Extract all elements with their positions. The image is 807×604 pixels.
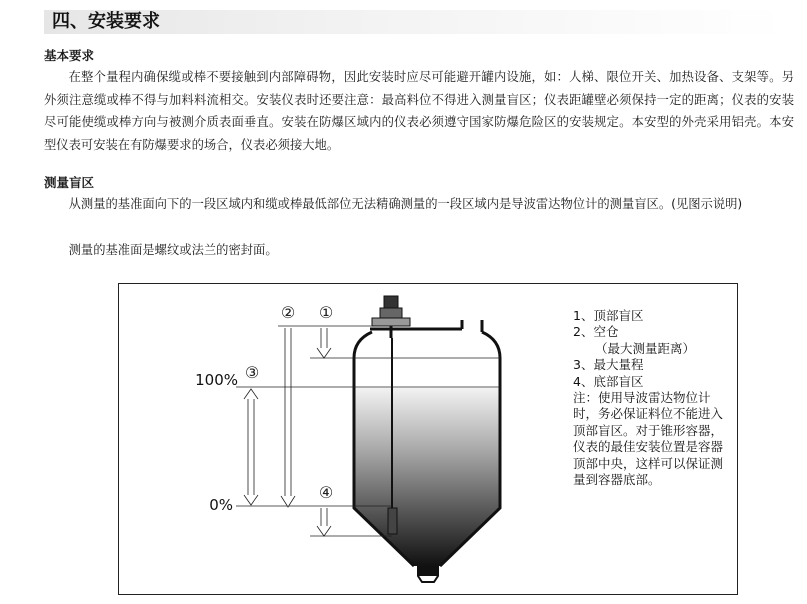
dim2-arrow (281, 496, 295, 507)
dim3-arrow-down (244, 495, 258, 505)
section-title: 四、安装要求 (52, 11, 160, 32)
instrument-body (380, 308, 402, 318)
instrument-head (384, 296, 398, 308)
instrument-flange (372, 318, 410, 326)
marker-3: ③ (244, 363, 260, 382)
dim3-arrow-up (244, 389, 258, 399)
legend-item-1: 1、顶部盲区 (573, 308, 644, 323)
basic-requirements-paragraph: 在整个量程内确保缆或棒不要接触到内部障碍物，因此安装时应尽可能避开罐内设施，如：人梯、限位开关、加热设备、支架等。另外须注意缆或棒不得与加料料流相交。安装仪表时还要注意：最高料位不得进入测量盲区；仪表距罐壁必须保持一定的距离；仪表的安装尽可能使缆或棒方向与被测介质表面垂直。安装在防爆区域内的仪表必须遵守国家防爆危险区的安装规定。本安型的外壳采用铝壳。本安型仪表可安装在有防爆要求的场合，仪表必须接大地。 (44, 70, 794, 152)
marker-4: ④ (318, 483, 334, 502)
legend-note: 注：使用导波雷达物位计时，务必保证料位不能进入顶部盲区。对于锥形容器，仪表的最佳安装位置是容器顶部中央，这样可以保证测量到容器底部。 (573, 390, 724, 488)
diagram-legend (573, 308, 723, 488)
tank-medium-fill (354, 388, 500, 566)
outlet-nozzle-fill (418, 566, 438, 576)
legend-item-2-sub: （最大测量距离） (595, 340, 696, 356)
basic-requirements-heading: 基本要求 (44, 48, 95, 63)
probe-weight (388, 508, 397, 534)
marker-1: ① (318, 303, 334, 322)
dim1-arrow (317, 348, 331, 358)
legend-item-4: 4、底部盲区 (573, 373, 644, 389)
reference-plane-paragraph: 测量的基准面是螺纹或法兰的密封面。 (68, 243, 278, 257)
dim4-arrow (317, 526, 331, 536)
level-0-label: 0% (209, 496, 233, 514)
marker-2: ② (280, 303, 296, 322)
legend-item-3: 3、最大量程 (573, 357, 644, 373)
level-100-label: 100% (195, 371, 238, 389)
legend-item-2: 2、空仓 (573, 324, 619, 340)
blind-zone-paragraph: 从测量的基准面向下的一段区域内和缆或棒最低部位无法精确测量的一段区域内是导波雷达物位计的测量盲区。(见图示说明) (68, 197, 743, 211)
blind-zone-heading: 测量盲区 (44, 175, 95, 190)
